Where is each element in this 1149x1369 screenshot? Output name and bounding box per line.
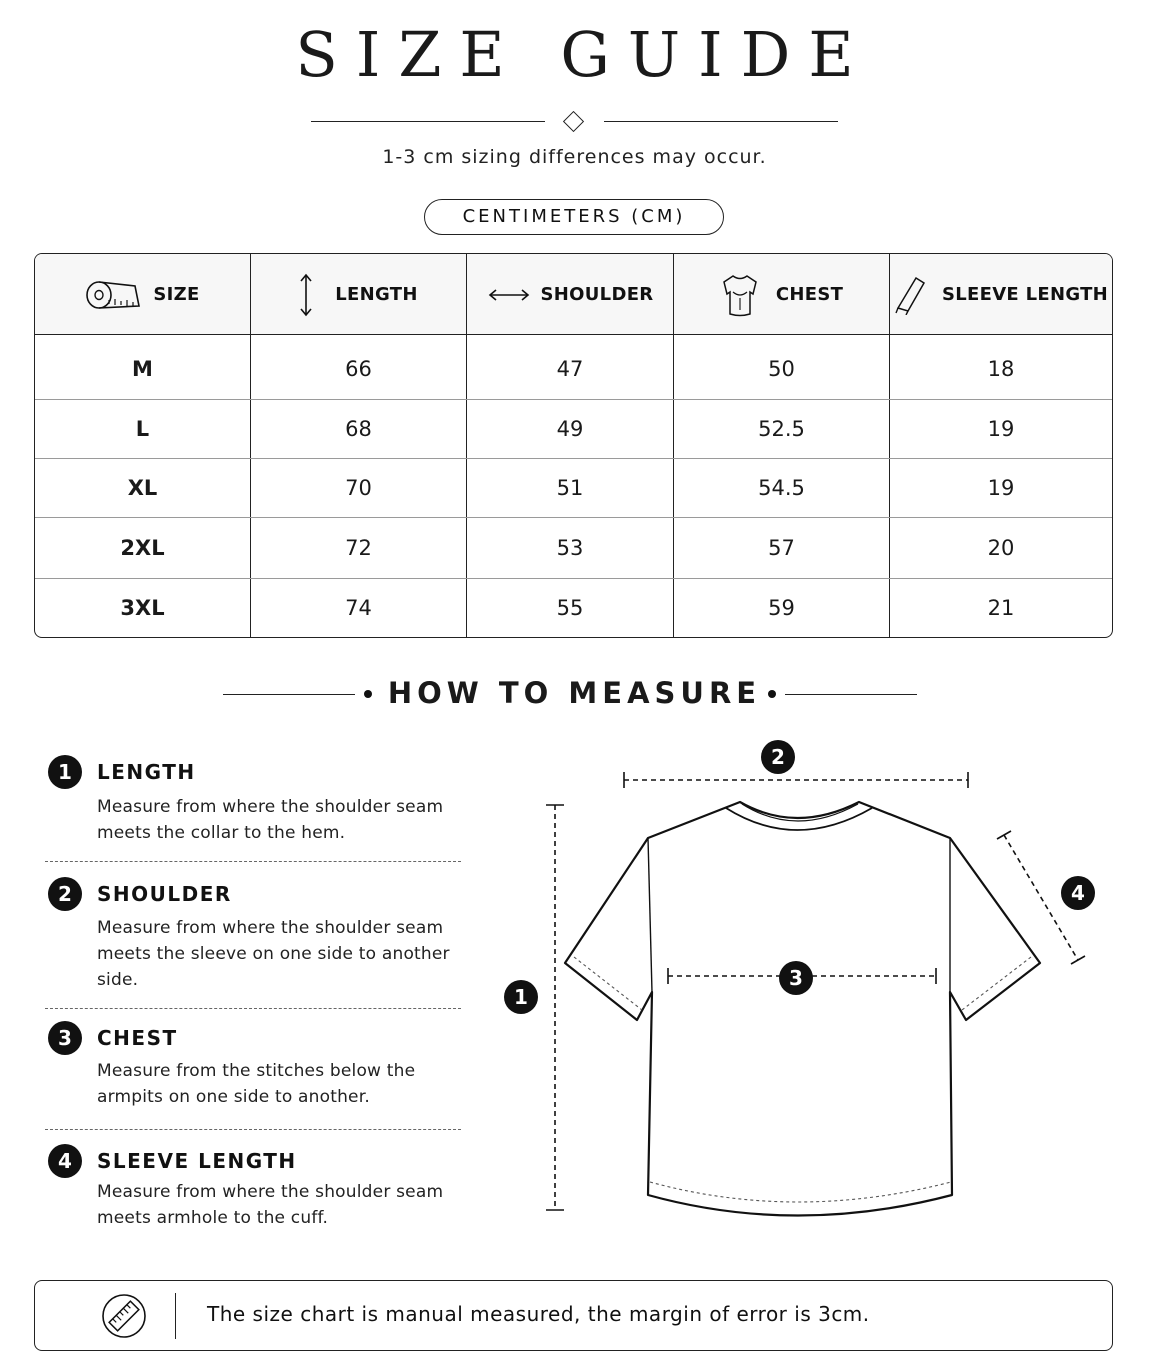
svg-text:4: 4 — [1071, 881, 1085, 905]
size-cell: 3XL — [120, 595, 165, 620]
column-header-size — [35, 254, 250, 335]
step-divider — [45, 1008, 461, 1009]
shoulder-cell: 49 — [556, 416, 584, 441]
marker-2-badge — [761, 740, 795, 774]
ruler-icon — [101, 1293, 147, 1339]
sleeve-cell: 19 — [987, 475, 1015, 500]
length-cell: 70 — [345, 475, 372, 500]
chest-cell: 50 — [768, 356, 795, 381]
torso-icon — [720, 272, 760, 318]
title-divider-left — [311, 121, 545, 122]
size-cell: M — [132, 356, 153, 381]
step-number-badge: 1 — [48, 755, 82, 789]
shoulder-cell: 53 — [556, 535, 584, 560]
step-title: SHOULDER — [97, 882, 232, 906]
section-dot — [768, 690, 776, 698]
footer-note-text: The size chart is manual measured, the margin of error is 3cm. — [207, 1302, 870, 1326]
shoulder-cell: 51 — [556, 475, 584, 500]
sizing-note: 1-3 cm sizing differences may occur. — [382, 146, 767, 168]
vertical-arrow-icon — [299, 272, 313, 318]
marker-4-badge — [1061, 876, 1095, 910]
step-description: Measure from where the shoulder seam meets armhole to the cuff. — [97, 1182, 444, 1228]
diamond-ornament-icon — [563, 111, 584, 132]
svg-text:2: 2 — [771, 745, 785, 769]
unit-badge: CENTIMETERS (CM) — [424, 199, 724, 235]
title-divider-right — [604, 121, 838, 122]
step-title: SLEEVE LENGTH — [97, 1149, 297, 1173]
svg-text:1: 1 — [514, 985, 528, 1009]
step-title: CHEST — [97, 1026, 178, 1050]
shoulder-measure-line — [624, 772, 968, 788]
sleeve-cell: 18 — [987, 356, 1015, 381]
sleeve-cell: 19 — [987, 416, 1015, 441]
sleeve-cell: 21 — [987, 595, 1015, 620]
measuring-tape-icon — [85, 278, 143, 312]
length-cell: 66 — [345, 356, 372, 381]
chest-cell: 59 — [768, 595, 795, 620]
column-header-chest — [674, 254, 889, 335]
section-divider-right — [785, 694, 917, 695]
page-title: SIZE GUIDE — [295, 18, 872, 91]
column-header-length — [251, 254, 466, 335]
marker-1-badge — [504, 980, 538, 1014]
chest-cell: 57 — [768, 535, 795, 560]
size-cell: 2XL — [120, 535, 165, 560]
step-number-badge: 2 — [48, 877, 82, 911]
step-title: LENGTH — [97, 760, 196, 784]
step-divider — [45, 861, 461, 862]
sleeve-icon — [894, 275, 928, 315]
footer-divider — [175, 1293, 176, 1339]
t-shirt-diagram — [480, 730, 1120, 1240]
column-header-label: LENGTH — [335, 284, 418, 305]
length-cell: 74 — [345, 595, 372, 620]
column-header-label: SLEEVE LENGTH — [941, 284, 1109, 305]
size-cell: XL — [127, 475, 158, 500]
length-measure-line — [546, 805, 564, 1210]
column-header-shoulder — [467, 254, 673, 335]
step-description: Measure from the stitches below the armpits on one side to another. — [97, 1061, 416, 1107]
column-header-label: CHEST — [775, 284, 844, 305]
length-cell: 68 — [345, 416, 372, 441]
step-number-badge: 3 — [48, 1021, 82, 1055]
size-table — [34, 253, 1113, 638]
shoulder-cell: 47 — [556, 356, 584, 381]
column-header-sleeve-length — [890, 254, 1112, 335]
length-cell: 72 — [345, 535, 372, 560]
step-description: Measure from where the shoulder seam meets the collar to the hem. — [97, 797, 444, 843]
step-number-badge: 4 — [48, 1144, 82, 1178]
column-header-label: SIZE — [153, 284, 200, 305]
shoulder-cell: 55 — [556, 595, 584, 620]
step-divider — [45, 1129, 461, 1130]
marker-3-badge — [779, 961, 813, 995]
chest-cell: 54.5 — [758, 475, 805, 500]
chest-cell: 52.5 — [758, 416, 805, 441]
horizontal-arrow-icon — [487, 288, 531, 302]
size-cell: L — [135, 416, 150, 441]
sleeve-cell: 20 — [987, 535, 1015, 560]
t-shirt-icon — [565, 802, 1040, 1216]
svg-text:3: 3 — [789, 966, 803, 990]
column-header-label: SHOULDER — [540, 284, 654, 305]
step-description: Measure from where the shoulder seam meets the sleeve on one side to another side. — [97, 918, 450, 990]
section-title: HOW TO MEASURE — [387, 676, 762, 710]
